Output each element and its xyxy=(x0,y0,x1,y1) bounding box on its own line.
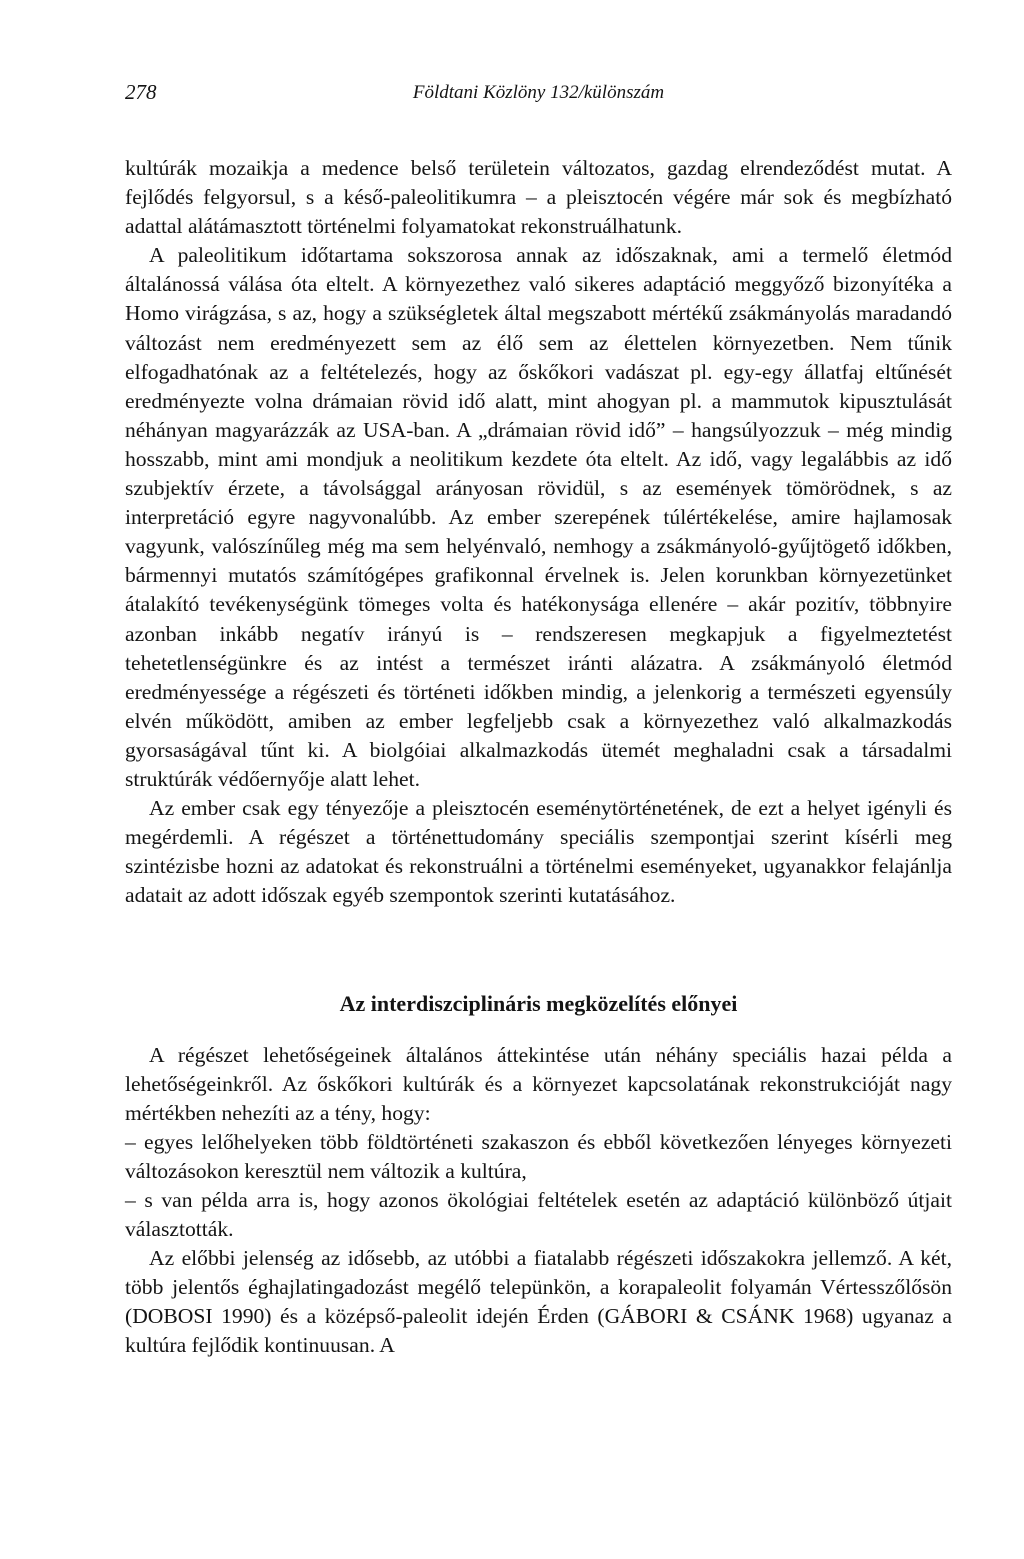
section-heading: Az interdiszciplináris megközelítés előnyei xyxy=(339,991,738,1017)
list-item: – egyes lelőhelyeken több földtörténeti szakaszon és ebből következően lényeges környezeti változásokon keresztül nem változik a kultúra, xyxy=(125,1129,952,1183)
running-header xyxy=(125,80,952,110)
page-number: 278 xyxy=(125,80,157,104)
section-intro-paragraph: A régészet lehetőségeinek általános áttekintése után néhány speciális hazai példa a lehetőségeinkről. Az őskőkori kultúrák és a környezet kapcsolatának rekonstrukcióját nagy mértékben nehezíti az a tény, hogy: xyxy=(125,1042,952,1125)
paragraph: A paleolitikum időtartama sokszorosa annak az időszaknak, ami a termelő életmód általánossá válása óta eltelt. A környezethez való sikeres adaptáció meggyőző bizonyítéka a Homo virágzása, s az, hogy a szükségletek által megszabott mértékű zsákmányolás maradandó változást nem eredményezett sem az élő sem az élettelen környezetben. Nem tűnik elfogadhatónak az a feltételezés, hogy az őskőkori vadászat pl. egy-egy állatfaj eltűnését eredményezte volna drámaian rövid idő alatt, mint ahogyan pl. a mammutok kipusztulását néhányan magyarázzák az USA-ban. A „drámaian rövid idő” – hangsúlyozzuk – még mindig hosszabb, mint ami mondjuk a neolitikum kezdete óta eltelt. Az idő, vagy legalábbis az idő szubjektív érzete, a távolsággal arányosan rövidül, s az események tömörödnek, s az interpretáció egyre nagyvonalúbb. Az ember szerepének túlértékelése, amire hajlamosak vagyunk, valószínűleg még ma sem helyénvaló, nemhogy a zsákmányoló-gyűjtögető időkben, bármennyi mutatós számítógépes grafikonnal érvelnek is. Jelen korunkban környezetünket átalakító tevékenységünk tömeges volta és hatékonysága ellenére – akár pozitív, többnyire azonban inkább negatív irányú is – rendszeresen megkapjuk a figyelmeztetést tehetetlenségünkre és az intést a természet iránti alázatra. A zsákmányoló életmód eredményessége a régészeti és történeti időkben mindig, a jelenkorig a természeti egyensúly elvén működött, amiben az ember legfeljebb csak a környezethez való alkalmazkodás gyorsaságával tűnt ki. A biolgóiai alkalmazkodás ütemét meghaladni csak a társadalmi struktúrák védőernyője alatt lehet. xyxy=(125,243,952,791)
paragraph: Az ember csak egy tényezője a pleisztocén eseménytörténetének, de ezt a helyet igényli és megérdemli. A régészet a történettudomány speciális szempontjai szerint kísérli meg szintézisbe hozni az adatokat és rekonstruálni a történelmi eseményeket, ugyanakkor felajánlja adatait az adott időszak egyéb szempontok szerinti kutatásához. xyxy=(125,796,952,908)
body-text xyxy=(125,154,952,1361)
dash-list xyxy=(125,1128,952,1244)
closing-paragraph: Az előbbi jelenség az idősebb, az utóbbi a fiatalabb régészeti időszakokra jellemző. A két, több jelentős éghajlatingadozást megélő telepünkön, a korapaleolit folyamán Vértesszőlősön (DOBOSI 1990) és a középső-paleolit idején Érden (GÁBORI & CSÁNK 1968) ugyanaz a kultúra fejlődik kontinuusan. A xyxy=(125,1246,952,1358)
paragraph-continued: kultúrák mozaikja a medence belső területein változatos, gazdag elrendeződést mutat. A fejlődés felgyorsul, s a késő-paleolitikumra – a pleisztocén végére már sok és megbízható adattal alátámasztott történelmi folyamatokat rekonstruálhatunk. xyxy=(125,156,952,239)
journal-title: Földtani Közlöny 132/különszám xyxy=(412,82,665,103)
list-item: – s van példa arra is, hogy azonos ökológiai feltételek esetén az adaptáció különböző útjait választották. xyxy=(125,1188,952,1242)
document-page xyxy=(125,80,952,1361)
